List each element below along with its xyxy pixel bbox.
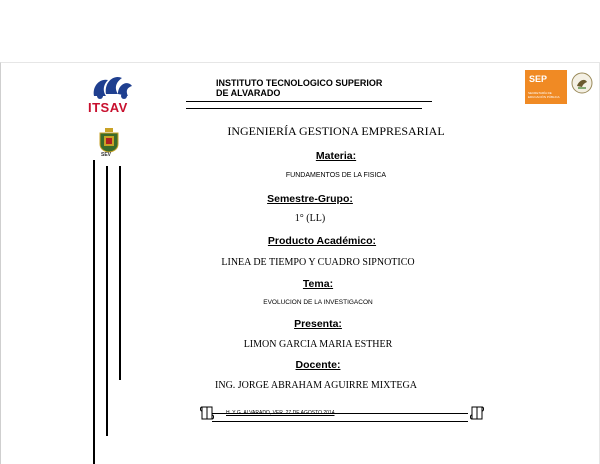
semestre-label: Semestre-Grupo:	[267, 193, 353, 205]
tema-label: Tema:	[302, 278, 334, 290]
career-title: INGENIERÍA GESTIONA EMPRESARIAL	[227, 124, 445, 138]
vertical-rule-2	[106, 166, 108, 436]
scroll-right-icon	[470, 405, 484, 421]
sep-logo	[525, 70, 597, 104]
sep-logo-subtext: SECRETARÍA DE EDUCACIÓN PÚBLICA	[525, 88, 567, 104]
header-rule-secondary	[186, 108, 422, 109]
itsav-logo-text: ITSAV	[88, 100, 128, 115]
header-rule	[186, 101, 432, 102]
vertical-rule-1	[93, 160, 95, 464]
tema-value: EVOLUCION DE LA INVESTIGACON	[263, 299, 373, 306]
sep-logo-text: SEP	[525, 70, 567, 88]
institution-name	[216, 78, 436, 98]
footer-place-date: H. Y G. ALVARADO, VER. 27 DE AGOSTO 2014	[226, 410, 335, 416]
top-margin	[0, 0, 600, 62]
institution-name-line2: DE ALVARADO	[216, 88, 281, 98]
footer-rule-bottom	[212, 421, 468, 422]
institution-name-line1: INSTITUTO TECNOLOGICO SUPERIOR	[216, 78, 383, 88]
semestre-value: 1° (LL)	[294, 213, 326, 224]
mexico-eagle-icon	[571, 72, 593, 94]
materia-label: Materia:	[315, 150, 357, 162]
producto-value: LINEA DE TIEMPO Y CUADRO SIPNOTICO	[221, 257, 415, 268]
sev-emblem-text: SEV	[101, 152, 112, 158]
materia-value: FUNDAMENTOS DE LA FISICA	[285, 172, 387, 179]
producto-label: Producto Académico:	[267, 235, 377, 247]
vertical-rule-3	[119, 166, 121, 380]
presenta-label: Presenta:	[294, 318, 342, 330]
docente-label: Docente:	[295, 359, 341, 371]
presenta-value: LIMON GARCIA MARIA ESTHER	[243, 339, 393, 350]
docente-value: ING. JORGE ABRAHAM AGUIRRE MIXTEGA	[215, 380, 417, 391]
